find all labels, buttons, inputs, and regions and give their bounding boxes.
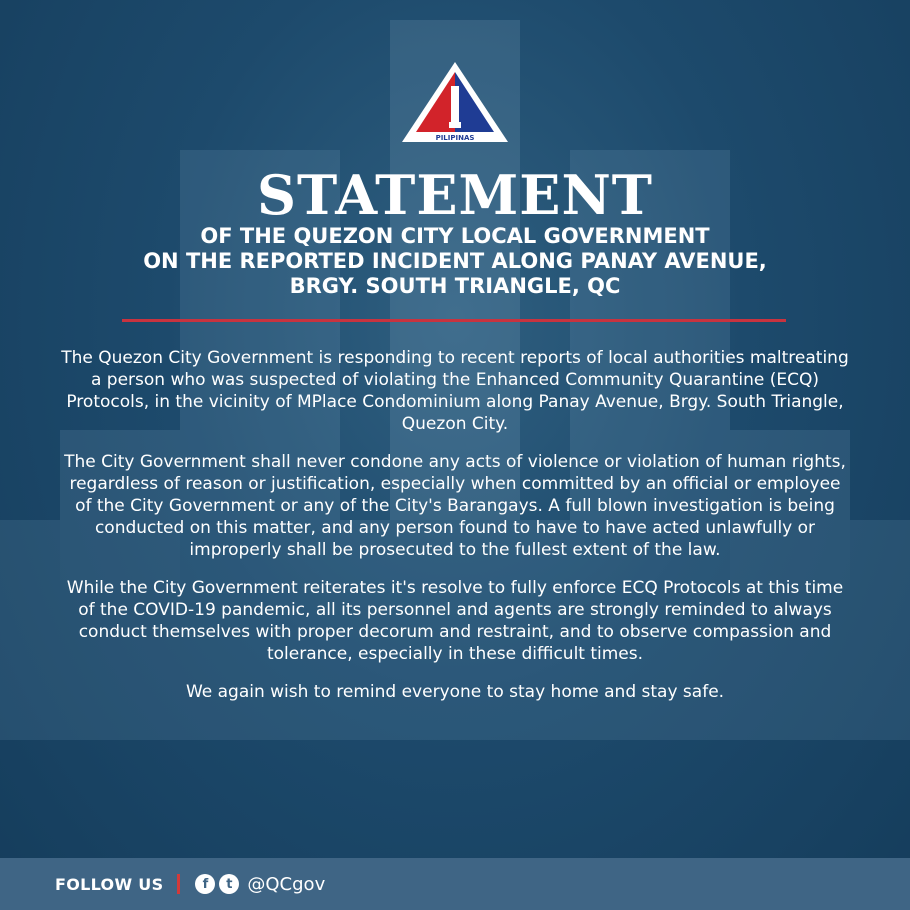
social-handle[interactable]: @QCgov [247,873,326,895]
red-divider-line [122,319,786,322]
subtitle [0,224,910,299]
follow-us-label: FOLLOW US [55,874,164,894]
facebook-icon[interactable]: f [195,874,215,894]
footer-separator [177,874,180,894]
statement-paragraph: We again wish to remind everyone to stay home and stay safe. [185,682,725,702]
subtitle-line: OF THE QUEZON CITY LOCAL GOVERNMENT [200,224,710,248]
statement-body [60,347,850,719]
statement-paragraph: While the City Government reiterates it's resolve to fully enforce ECQ Protocols at this time of the COVID-19 pandemic, all its personnel and agents are strongly reminded to always conduct themselves with proper decorum and restraint, and to observe compassion and tolerance, especially in these difficult times. [66,578,844,664]
statement-paragraph: The City Government shall never condone any acts of violence or violation of human rights, regardless of reason or justification, especially when committed by an official or employee of the City Government or any of the City's Barangays. A full blown investigation is being conducted on this matter, and any person found to have to have acted unlawfully or improperly shall be prosecuted to the fullest extent of the law. [64,452,846,560]
twitter-icon[interactable]: t [219,874,239,894]
statement-paragraph: The Quezon City Government is responding to recent reports of local authorities maltreating a person who was suspected of violating the Enhanced Community Quarantine (ECQ) Protocols, in the vicinity of MPlace Condominium along Panay Avenue, Brgy. South Triangle, Quezon City. [61,348,849,434]
page-title: STATEMENT [257,163,653,227]
logo-bottom-text: PILIPINAS [435,134,475,142]
quezon-city-seal-logo [400,60,510,144]
subtitle-line: ON THE REPORTED INCIDENT ALONG PANAY AVENUE, [143,249,767,273]
subtitle-line: BRGY. SOUTH TRIANGLE, QC [289,274,621,298]
footer-bar [0,858,910,910]
